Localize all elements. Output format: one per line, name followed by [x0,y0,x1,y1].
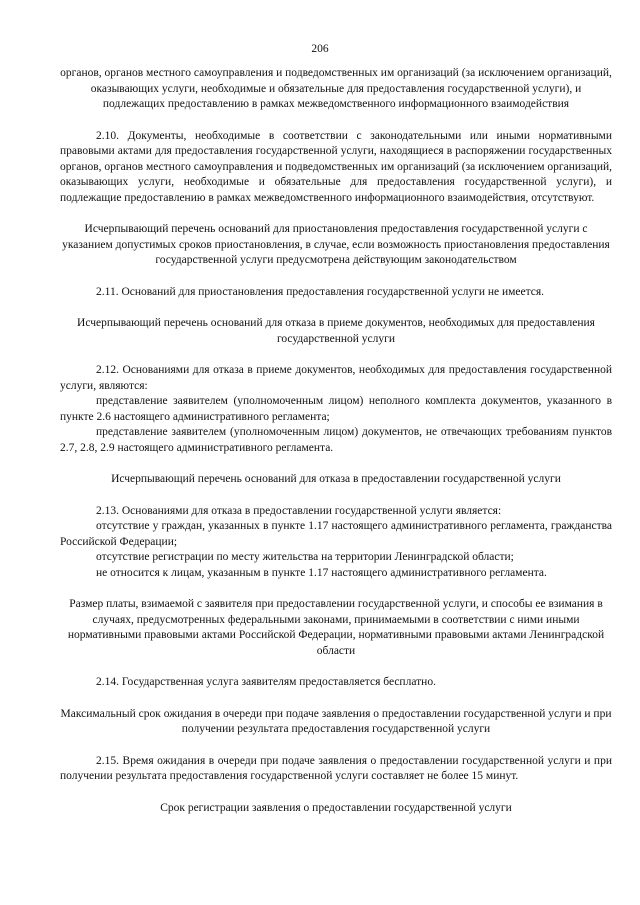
heading-suspension-grounds: Исчерпывающий перечень оснований для приостановления предоставления государственной услуги с указанием допустимых сроков приостановления, в случае, если возможность приостановления предоставления государственной услуги предусмотрена действующим законодательством [62,223,610,266]
heading-service-refusal-grounds: Исчерпывающий перечень оснований для отказа в предоставлении государственной услуги [111,473,561,485]
list-item-no-registration: отсутствие регистрации по месту жительства на территории Ленинградской области; [96,551,514,563]
page-number: 206 [311,43,329,55]
list-item-nonconforming-documents: представление заявителем (уполномоченным лицом) документов, не отвечающих требованиям пунктов 2.7, 2.8, 2.9 настоящего административного регламента. [60,426,612,454]
paragraph-2-14: 2.14. Государственная услуга заявителям предоставляется бесплатно. [96,676,436,688]
heading-registration-time: Срок регистрации заявления о предоставлении государственной услуги [160,801,512,814]
paragraph-2-13: 2.13. Основаниями для отказа в предоставлении государственной услуги является: [96,504,502,517]
paragraph-2-12: 2.12. Основаниями для отказа в приеме документов, необходимых для предоставления государственной услуги, являются: [60,364,612,392]
list-item-not-eligible: не относится к лицам, указанным в пункте 1.17 настоящего административного регламента. [96,566,547,579]
page-content [60,66,612,816]
list-item-incomplete-documents: представление заявителем (уполномоченным лицом) неполного комплекта документов, указанного в пункте 2.6 настоящего административного регламента; [60,395,612,423]
paragraph-2-10: 2.10. Документы, необходимые в соответствии с законодательными или иными нормативными правовыми актами для предоставления государственной услуги, находящиеся в распоряжении государственных органов, органов местного самоуправления и подведомственных им организаций (за исключением организаций, оказывающих услуги, необходимые и обязательные для предоставления государственной услуги), и подлежащие предоставлению в рамках межведомственного информационного взаимодействия, отсутствуют. [60,129,612,204]
paragraph-continuation: органов, органов местного самоуправления и подведомственных им организаций (за исключением организаций, оказывающих услуги, необходимые и обязательные для предоставления государственной услуги), и подлежащих предоставлению в рамках межведомственного информационного взаимодействия [60,67,612,110]
paragraph-2-15: 2.15. Время ожидания в очереди при подаче заявления о предоставлении государственной услуги и при получении результата предоставления государственной услуги составляет не более 15 минут. [60,754,612,782]
heading-fee: Размер платы, взимаемой с заявителя при предоставлении государственной услуги, и способы ее взимания в случаях, предусмотренных федеральными законами, принимаемыми в соответствии с ними иными нормативными правовыми актами Российской Федерации, нормативными правовыми актами Ленинградской области [67,598,605,657]
heading-queue-time: Максимальный срок ожидания в очереди при подаче заявления о предоставлении государственной услуги и при получении результата предоставления государственной услуги [60,707,612,735]
paragraph-2-11: 2.11. Оснований для приостановления предоставления государственной услуги не имеется. [96,285,545,298]
heading-document-refusal-grounds: Исчерпывающий перечень оснований для отказа в приеме документов, необходимых для предоставления государственной услуги [77,317,595,345]
list-item-no-citizenship: отсутствие у граждан, указанных в пункте 1.17 настоящего административного регламента, гражданства Российской Федерации; [60,520,612,548]
